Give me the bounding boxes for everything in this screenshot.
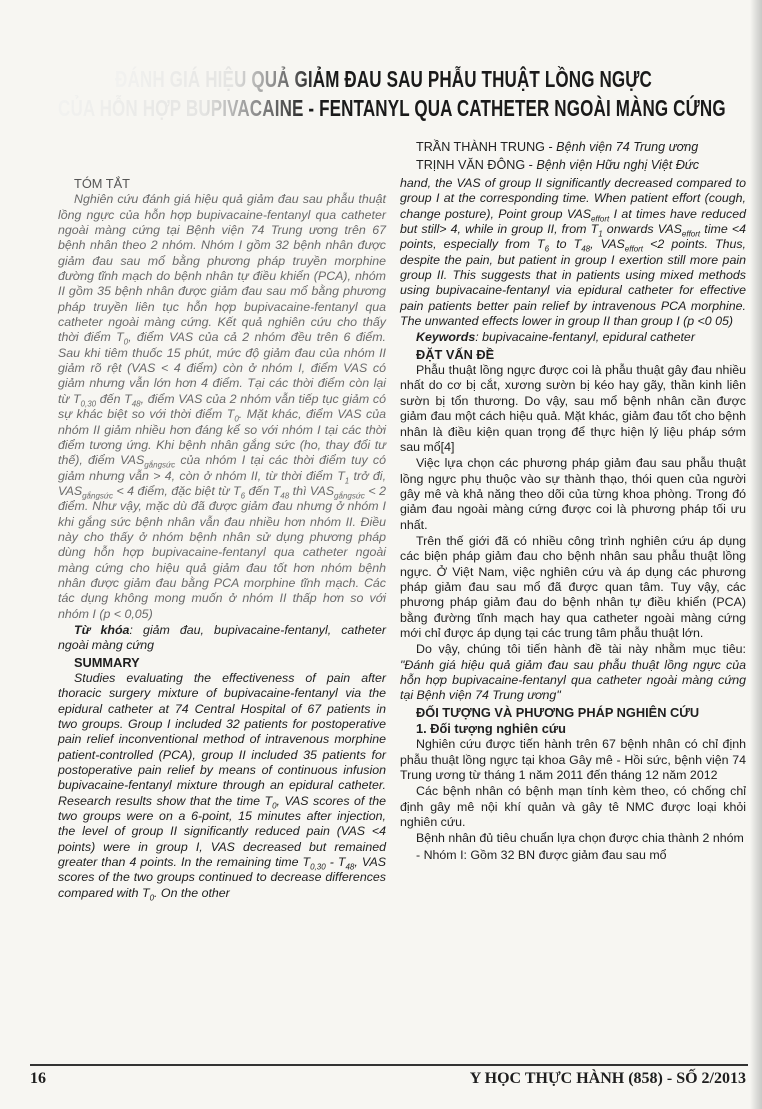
paragraph xyxy=(58,671,386,901)
paragraph xyxy=(400,831,746,846)
page-number: 16 xyxy=(30,1070,46,1087)
paragraph xyxy=(400,176,746,329)
subscript: gắngsức xyxy=(334,491,365,501)
paragraph xyxy=(400,737,746,783)
bold-label: Từ khóa xyxy=(74,622,130,637)
text-run: , VAS scores of the two groups were on a 6-point, 15 minutes after injection, the level of group II significantly reduced pain (VAS <4 points) were in group I, VAS decreased but remained greater than 4 points. In the remaining time T xyxy=(58,793,386,870)
text-run: : giảm đau, bupivacaine-fentanyl, catheter ngoài màng cứng xyxy=(58,622,387,653)
text-run: 1. Đối tượng nghiên cứu xyxy=(416,721,566,737)
text-run: , điểm VAS của cả 2 nhóm đều trên 6 điểm. Sau khi tiêm thuốc 15 phút, mức độ giảm đau của nhóm II giảm rõ rệt (VAS < 4 điểm) còn ở nhóm I, điểm VAS có giảm nhưng vẫn lớn hơn 4 điểm. Tại các thời điểm còn lại từ T xyxy=(58,330,387,406)
paragraph xyxy=(400,456,746,533)
text-run: - Nhóm I: Gồm 32 BN được giảm đau sau mổ xyxy=(416,847,667,862)
paragraph xyxy=(400,848,746,863)
subscript: effort xyxy=(590,214,610,224)
text-run: TÓM TẮT xyxy=(74,176,130,191)
subscript: 0,30 xyxy=(310,862,326,872)
italic-quote: "Đánh giá hiệu quả giảm đau sau phẫu thuật lồng ngực của hỗn hợp bupivacaine-fentanyl qua catheter ngoài màng cứng tại Bệnh viện 74 Trung ương" xyxy=(400,657,746,703)
text-run: ĐỐI TƯỢNG VÀ PHƯƠNG PHÁP NGHIÊN CỨU xyxy=(416,704,700,720)
text-run: , VAS scores of the two groups continued to decrease differences compared with T xyxy=(58,855,386,900)
subscript: 48 xyxy=(280,491,290,501)
text-run: của nhóm I tại các thời điểm tuy có giảm nhưng vẫn > 4, còn ở nhóm II, từ thời điểm T xyxy=(58,453,386,483)
text-run: đến T xyxy=(96,391,132,406)
text-run: Studies evaluating the effectiveness of pain after thoracic surgery mixture of bupivacaine-fentanyl via the epidural catheter at 74 Central Hospital of 67 patients in two groups. Group I included 32 patients for postoperative pain relief inconventional method of intravenous morphine patient-controlled (PCA), group II included 35 patients for postoperative pain relief by means of continuous infusion bupivacaine-fentanyl mixture through an epidural catheter. Research results show that the time T xyxy=(58,671,386,808)
text-run: , điểm VAS của 2 nhóm vẫn tiếp tục giảm có sự khác biệt so với thời điểm T xyxy=(58,391,387,422)
section-heading xyxy=(400,347,746,362)
text-run: SUMMARY xyxy=(74,654,140,670)
text-run: <2 points. Thus, despite the pain, but patient in group I exertion still more pain group II. This suggests that in patients using mixed methods using bupivacaine-fentanyl via epidural catheter for effective pain patients better pain relief by intravenous PCA morphine. The unwanted effects lower in group II than group I (p <0 05) xyxy=(400,237,747,329)
subscript: 6 xyxy=(240,491,246,501)
subscript: 0 xyxy=(272,801,277,811)
subscript: 0 xyxy=(234,414,239,424)
text-run: Bệnh nhân đủ tiêu chuẩn lựa chọn được chia thành 2 nhóm xyxy=(416,831,744,846)
text-run: Việc lựa chọn các phương pháp giảm đau sau phẫu thuật lồng ngực phụ thuộc vào sự thành thạo, thói quen của người gây mê và khả năng theo dõi của từng khoa phòng. Trong đó giảm đau ngoài màng cứng được coi là phương pháp tối ưu nhất. xyxy=(400,456,746,532)
subscript: 48 xyxy=(131,399,141,409)
author-list xyxy=(416,138,699,174)
section-heading xyxy=(400,705,746,720)
author-name: TRẦN THÀNH TRUNG - xyxy=(416,140,557,154)
text-run: Do vậy, chúng tôi tiến hành đề tài này nhằm mục tiêu: xyxy=(416,642,746,657)
text-run: . On the other xyxy=(154,885,230,900)
text-run: , VAS xyxy=(590,237,625,252)
subscript: 1 xyxy=(598,229,603,239)
paragraph xyxy=(400,642,746,703)
text-run: < 4 điểm, đặc biệt từ T xyxy=(112,483,241,498)
paragraph xyxy=(400,330,746,345)
subscript: gắngsức xyxy=(82,491,113,501)
paragraph xyxy=(400,534,746,641)
text-run: time <4 points, especially from T xyxy=(400,222,746,252)
text-run: . Mặt khác, điểm VAS của nhóm II giảm nhiều hơn đáng kể so với nhóm I tại các thời điểm tương ứng. Khi bệnh nhân gắng sức (ho, thay đổi tư thế), điểm VAS xyxy=(58,407,387,468)
subscript: effort xyxy=(681,229,701,239)
article-title-line-1: ĐÁNH GIÁ HIỆU QUẢ GIẢM ĐAU SAU PHẪU THUẬT LỒNG NGỰC xyxy=(115,66,652,92)
text-run: đến T xyxy=(245,483,281,498)
section-heading xyxy=(400,721,746,736)
paragraph xyxy=(400,784,746,830)
paragraph xyxy=(400,363,746,455)
paragraph xyxy=(58,623,386,654)
subscript: 0 xyxy=(149,893,155,903)
author-name: TRỊNH VĂN ĐÔNG - xyxy=(416,158,537,172)
author-2 xyxy=(416,156,699,174)
subscript: 48 xyxy=(345,862,355,872)
section-heading xyxy=(58,655,386,670)
text-run: < 2 điểm. Như vậy, mặc dù đã được giảm đau nhưng ở nhóm I khi gắng sức bệnh nhân vẫn đau nhiều hơn nhóm II. Điều này cho thấy ở nhóm bệnh nhân sử dụng phương pháp dùng hỗn hợp bupivacaine-fentanyl qua catheter ngoài màng cứng cho hiệu quả giảm đau tốt hơn nhóm bệnh nhân được giảm đau bằng PCA morphine tĩnh mạch. Các tác dụng không mong muốn ở nhóm II thấp hơn so với nhóm I (p < 0,05) xyxy=(58,483,387,621)
text-run: Nghiên cứu được tiến hành trên 67 bệnh nhân có chỉ định phẫu thuật lồng ngực tại khoa Gây mê - Hồi sức, bệnh viện 74 Trung ương từ tháng 1 năm 2011 đến tháng 12 năm 2012 xyxy=(400,737,746,783)
subscript: 0 xyxy=(123,337,129,347)
text-run: thì VAS xyxy=(289,483,335,498)
text-run: I at times have reduced but still> 4, while in group II, from T xyxy=(400,206,746,237)
text-run: Các bệnh nhân có bệnh mạn tính kèm theo, có chống chỉ định gây mê nội khí quản và gây tê NMC được loại khỏi nghiên cứu. xyxy=(400,784,746,830)
author-affiliation: Bệnh viện 74 Trung ương xyxy=(556,140,699,154)
scan-edge-shadow xyxy=(750,0,762,1109)
text-run: ĐẶT VẤN ĐỀ xyxy=(416,346,495,362)
subscript: 0,30 xyxy=(80,399,97,409)
author-1 xyxy=(416,138,699,156)
text-run: : bupivacaine-fentanyl, epidural catheter xyxy=(475,330,695,345)
text-run: - T xyxy=(325,855,346,870)
subscript: 6 xyxy=(544,244,550,254)
bold-label: Keywords xyxy=(416,330,476,345)
footer-rule xyxy=(30,1064,748,1066)
author-affiliation: Bệnh viện Hữu nghị Việt Đức xyxy=(536,158,700,172)
subscript: gắngsức xyxy=(144,460,176,470)
subscript: 1 xyxy=(344,476,350,485)
text-run: hand, the VAS of group II significantly decreased compared to group I at the corresponding time. When patient effort (cough, change posture), Point group VAS xyxy=(400,176,746,221)
subscript: 48 xyxy=(581,244,591,254)
subscript: effort xyxy=(624,244,644,254)
text-run: onwards VAS xyxy=(602,222,682,237)
left-column xyxy=(58,176,386,902)
text-run: Nghiên cứu đánh giá hiệu quả giảm đau sau phẫu thuật lồng ngực của hỗn hợp bupivacaine-fentanyl qua catheter ngoài màng cứng tại Bệnh viện 74 Trung ương trên 67 bệnh nhân theo 2 nhóm. Nhóm I gồm 32 bệnh nhân được giảm đau sau mổ bằng phương pháp truyền morphine đường tĩnh mạch do bệnh nhân tự điều khiển (PCA), nhóm II gồm 35 bệnh nhân được giảm đau sau mổ bằng phương pháp truyền liên tục hỗn hợp bupivacaine-fentanyl qua catheter ngoài màng cứng. Kết quả nghiên cứu cho thấy thời điểm T xyxy=(58,192,386,345)
article-title-line-2: CỦA HỖN HỢP BUPIVACAINE - FENTANYL QUA CATHETER NGOÀI MÀNG CỨNG xyxy=(58,95,726,121)
text-run: to T xyxy=(549,237,582,252)
text-run: Phẫu thuật lồng ngực được coi là phẫu thuật gây đau nhiều nhất do cơ bị cắt, xương sườn bị kéo hay gãy, thần kinh liên sườn bị tổn thương. Do vậy, sau mổ bệnh nhân cần được giảm đau một cách hiệu quả. Mặt khác, giảm đau tốt cho bệnh nhân là điều kiện quan trọng để thực hiện lý liệu pháp sớm sau mổ[4] xyxy=(400,363,746,454)
text-run: trở đi, VAS xyxy=(58,468,387,498)
right-column xyxy=(400,176,746,864)
paragraph xyxy=(58,192,386,622)
text-run: Trên thế giới đã có nhiều công trình nghiên cứu áp dụng các biện pháp giảm đau cho bệnh nhân sau phẫu thuật lồng ngực. Ở Việt Nam, việc nghiên cứu và áp dụng các phương pháp giảm đau sau mổ đã được quan tâm. Tuy vậy, các phương pháp giảm đau do bệnh nhân tự điều khiển (PCA) bằng đường tĩnh mạch hay qua catheter ngoài màng cứng mới chỉ được áp dụng tại các trung tâm phẫu thuật lớn. xyxy=(400,533,746,640)
journal-footer: Y HỌC THỰC HÀNH (858) - SỐ 2/2013 xyxy=(469,1070,746,1087)
section-heading xyxy=(58,176,386,191)
